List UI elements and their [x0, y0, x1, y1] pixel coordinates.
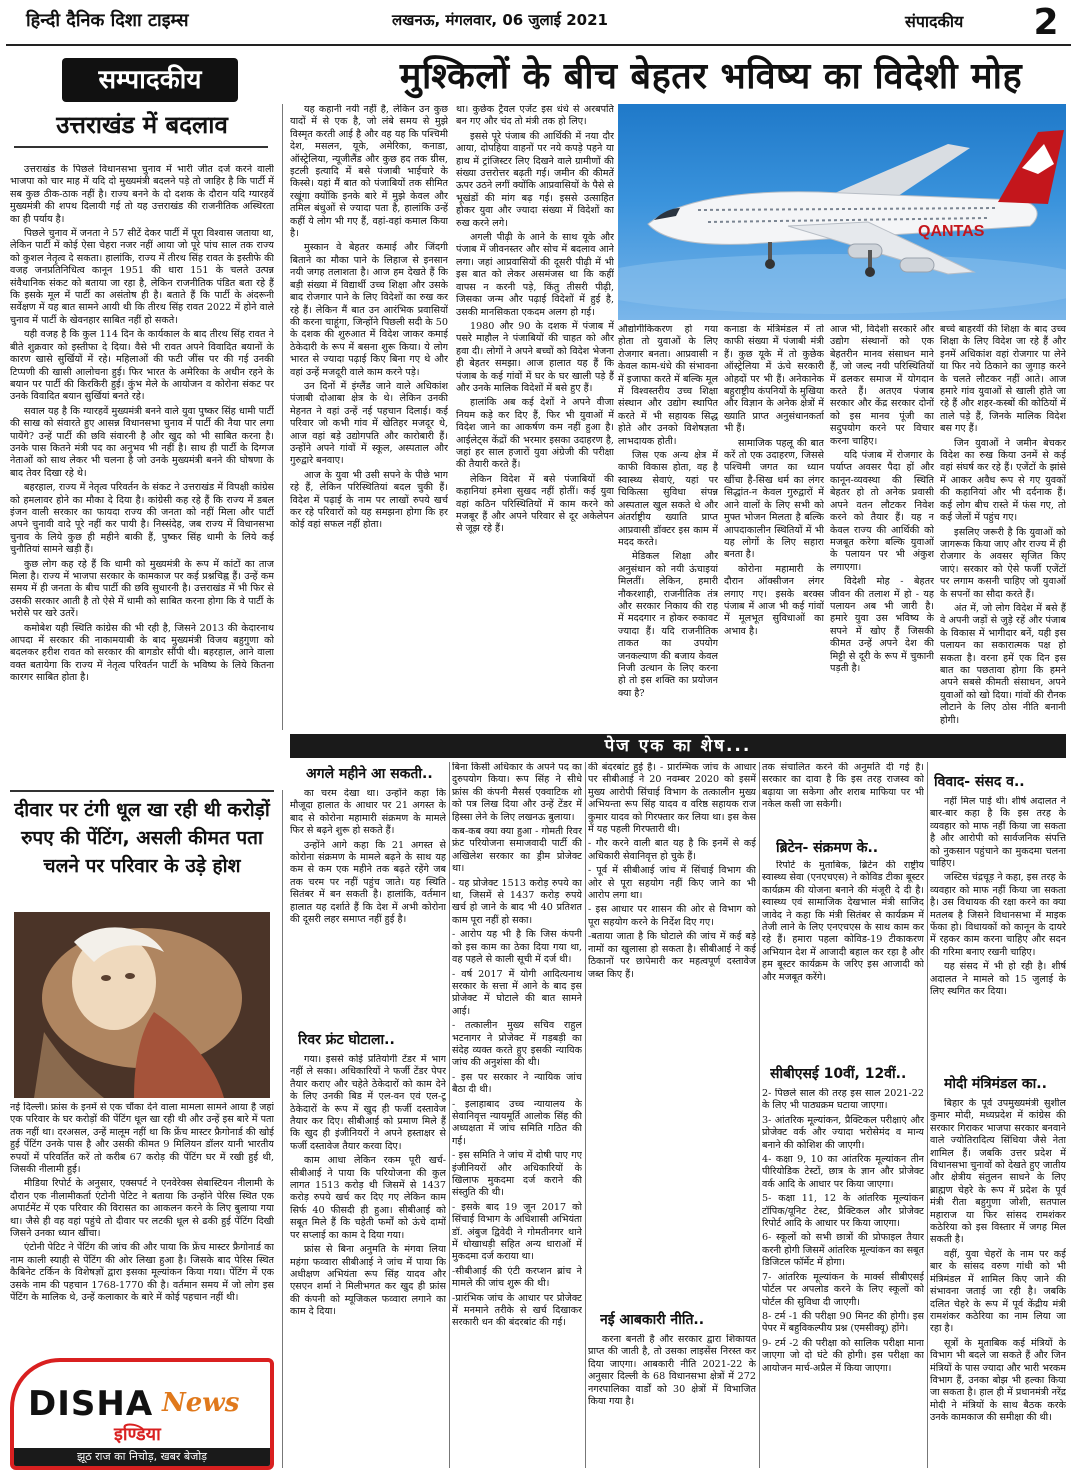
paragraph: गया। इससे कोई प्रतियोगी टेंडर में भाग नहीं ले सका। अधिकारियों ने फर्जी टेंडर पेपर तैयार कराए और चहेते ठेकेदारों को काम देने के लिए उनकी बिड में एल-वन एवं एल-टू ठेकेदारों के रूप में खुद ही फर्जी दस्तावेज तैयार कर दिए। सीबीआई को प्रमाण मिले हैं कि खुद ही इंजीनियरों ने अपने हस्ताक्षर से फर्जी दस्तावेज तैयार करवा दिए।: [290, 1054, 446, 1152]
continuation-column-2: [452, 762, 582, 1468]
paragraph: अगली पीढ़ी के आने के साथ यूके और पंजाब में जीवनस्तर और सोच में बदलाव आने लगा। जहां आप्रवासियों की दूसरी पीढ़ी में भी इस बात को लेकर असमंजस था कि कहीं वापस न करनी पड़े, किंतु तीसरी पीढ़ी, जिसका जन्म और पढ़ाई विदेशों में हुई है, उसकी मानसिकता एकदम अलग हो गई।: [456, 232, 614, 318]
section-heading: मोदी मंत्रिमंडल का..: [944, 1076, 1047, 1092]
main-headline: मुश्किलों के बीच बेहतर भविष्य का विदेशी मोह: [399, 56, 1023, 97]
painting-illustration: [14, 912, 270, 1098]
paragraph: -प्रारंभिक जांच के आधार पर प्रोजेक्ट में मनमाने तरीके से खर्च दिखाकर सरकारी धन की बंदरबांट की गई।: [452, 1292, 582, 1329]
paragraph: 3- आंतरिक मूल्यांकन, प्रैक्टिकल परीक्षाएं और प्रोजेक्ट वर्क और ज्यादा भरोसेमंद व मान्य बनाने की कोशिश की जाएगी।: [762, 1114, 924, 1151]
paragraph: रिपोर्ट के मुताबिक, ब्रिटेन की राष्ट्रीय स्वास्थ्य सेवा (एनएचएस) ने कोविड टीका बूस्टर कार्यक्रम की योजना बनाने की मंजूरी दे दी है। स्वास्थ्य एवं सामाजिक देखभाल मंत्री साजिद जावेद ने कहा कि मंत्री सितंबर से कार्यक्रम में तेजी लाने के लिए एनएचएस के साथ काम कर रहे हैं। हमारा पहला कोविड-19 टीकाकरण अभियान देश में आजादी बहाल कर रहा है और हम बूस्टर कार्यक्रम के जरिए इस आजादी को और मजबूत करेंगे।: [762, 860, 924, 983]
paragraph: मेडिकल शिक्षा और अनुसंधान को नयी ऊंचाइयां मिलतीं। लेकिन, हमारी नौकरशाही, राजनीतिक तंत्र और सरकार निकाय की राह में मददगार न होकर रुकावट ज्यादा हैं। यदि राजनीतिक ताकत का उपयोग जनकल्याण की बजाय केवल निजी उत्थान के लिए करना हो तो इस शक्ति का प्रयोजन क्या है?: [618, 551, 718, 699]
logo-tagline: झूठ राज का निचोड़, खबर बेजोड़: [14, 1448, 270, 1466]
column-divider: [927, 762, 928, 1468]
editorial-badge: सम्पादकीय: [62, 58, 238, 102]
story-rule: [10, 790, 274, 792]
paragraph: - आरोप यह भी है कि जिस कंपनी को इस काम का ठेका दिया गया था, वह पहले से काली सूची में दर्ज थी।: [452, 929, 582, 966]
editorial-column-5: [830, 324, 934, 730]
paragraph: - वर्ष 2017 में योगी आदित्यनाथ सरकार के सत्ता में आने के बाद इस प्रोजेक्ट में घोटाले की बात सामने आई।: [452, 968, 582, 1017]
paragraph: एंटोनी पेटिट ने पेंटिंग की जांच की और पाया कि फ्रेंच मास्टर फ्रैगोनार्ड का नाम काली स्याही से पेंटिंग की ओर लिखा हुआ है। जिसके बाद पेरिस स्थित कैबिनेट टर्किन के विशेषज्ञों द्वारा इसका मूल्यांकन किया गया। पेंटिंग में एक उसके नाम की पहचान 1768-1770 की है। वर्तमान समय में जो लोग इस पेंटिंग के मालिक थे, उन्हें कलाकार के बारे में कोई पहचान नहीं थी।: [10, 1242, 274, 1304]
paragraph: 7- आंतरिक मूल्यांकन के मार्क्स सीबीएसई पोर्टल पर अपलोड करने के लिए स्कूलों को पोर्टल की सुविधा दी जाएगी।: [762, 1271, 924, 1308]
page-number: 2: [1033, 2, 1059, 43]
airplane-illustration: [618, 104, 1066, 320]
paragraph: -बताया जाता है कि घोटाले की जांच में कई बड़े नामों का खुलासा हो सकता है। सीबीआई ने कई ठिकानों पर छापेमारी कर महत्वपूर्ण दस्तावेज जब्त किए हैं।: [588, 931, 756, 980]
column-divider: [282, 790, 283, 1468]
date-line: लखनऊ, मंगलवार, 06 जुलाई 2021: [392, 11, 608, 29]
paragraph: सूत्रों के मुताबिक कई मंत्रियों के विभाग भी बदले जा सकते हैं और जिन मंत्रियों के पास ज्यादा और भारी भरकम विभाग हैं, उनका बोझ भी हल्का किया जा सकता है। हाल ही में प्रधानमंत्री नरेंद्र मोदी ने मंत्रियों के साथ बैठक करके उनके कामकाज की समीक्षा की थी।: [930, 1337, 1066, 1424]
paragraph: हालांकि अब कई देशों ने अपने वीजा नियम कड़े कर दिए हैं, फिर भी युवाओं में विदेश जाने का आकर्षण कम नहीं हुआ है। आईलेट्स केंद्रों की भरमार इसका उदाहरण है, जहां हर साल हजारों युवा अंग्रेजी की परीक्षा की तैयारी करते हैं।: [456, 397, 614, 471]
story-body: [10, 1102, 274, 1356]
paragraph: - इस पर सरकार ने न्यायिक जांच बैठा दी थी।: [452, 1071, 582, 1096]
paragraph: यही वजह है कि कुल 114 दिन के कार्यकाल के बाद तीरथ सिंह रावत ने बीते शुक्रवार को इस्तीफा दे दिया। वैसे भी रावत अपने विवादित बयानों के कारण खासे सुर्खियों में रहे। महिलाओं की फटी जींस पर की गई उनकी टिप्पणी की खासी आलोचना हुई। फिर भारत के अमेरिका के अधीन रहने के बयान पर पार्टी की किरकिरी हुई। कुंभ मेले के आयोजन व कोरोना संकट पर उनके विवादित बयान सुर्खियां बनते रहे।: [10, 329, 274, 403]
paragraph: उन्होंने आगे कहा कि 21 अगस्त से कोरोना संक्रमण के मामले बढ़ने के साथ यह कम से कम एक महीने तक बढ़ते रहेंगे जब तक चरम पर नहीं पहुंच जाते। यह स्थिति सितंबर में बन सकती है। हालांकि, वर्तमान हालात यह दर्शाते हैं कि देश में अभी कोरोना की दूसरी लहर समाप्त नहीं हुई है।: [290, 839, 446, 926]
paragraph: कोरोना महामारी के दौरान ऑक्सीजन लंगर लगाए गए। इसके बरक्स पंजाब में आज भी कई गांवों में मूलभूत सुविधाओं का अभाव है।: [724, 563, 824, 637]
paragraph: 5- कक्षा 11, 12 के आंतरिक मूल्यांकन टॉपिक/यूनिट टेस्ट, प्रैक्टिकल और प्रोजेक्ट रिपोर्ट आदि के आधार पर किया जाएगा।: [762, 1193, 924, 1230]
editorial-column-6: [940, 324, 1066, 730]
paragraph: औद्योगीकिकरण हो गया होता तो युवाओं के लिए रोजगार बनता। आप्रवासी न केवल काम-धंधे की संभावना में इजाफा करते में बल्कि मूल में विश्वस्तरीय उच्च शिक्षा संस्थान और उद्योग स्थापित करते में भी सहायक सिद्ध होते और उनको विशेषज्ञता लाभदायक होती।: [618, 324, 718, 447]
continuation-column-4: [762, 762, 924, 830]
disha-news-logo: [10, 1358, 274, 1470]
paragraph: काम आधा लेकिन रकम पूरी खर्च-सीबीआई ने पाया कि परियोजना की कुल लागत 1513 करोड़ थी जिसमें से 1437 करोड़ रुपये खर्च कर दिए गए लेकिन काम सिर्फ 40 फीसदी ही हुआ। सीबीआई को सबूत मिले हैं कि चहेती फर्मों को ऊंचे दामों पर सप्लाई का काम दे दिया गया।: [290, 1155, 446, 1241]
paragraph: आज भी, विदेशी सरकारें और उद्योग संस्थानों को एक बेहतरीन मानव संसाधन माने हैं, जो जल्द नयी परिस्थितियों में ढलकर समाज में योगदान करते हैं। अतएव पंजाब सरकार और केंद्र सरकार दोनों को इस मानव पूंजी का सदुपयोग करने पर विचार करना चाहिए।: [830, 324, 934, 447]
section-heading: अगले महीने आ सकती..: [306, 766, 433, 782]
continuation-column-1: [290, 788, 446, 1024]
section-heading: सीबीएसई 10वीं, 12वीं..: [770, 1066, 907, 1082]
column-divider: [759, 762, 760, 1468]
paragraph: 4- कक्षा 9, 10 का आंतरिक मूल्यांकन तीन पीरियोडिक टेस्टों, छात्र के ज्ञान और प्रोजेक्ट वर्क आदि के आधार पर किया जाएगा।: [762, 1154, 924, 1190]
paragraph: सामाजिक पहलू की बात करें तो एक उदाहरण, जिससे पश्चिमी जगत का ध्यान खींचा है-सिख धर्म का लंगर सिद्धांत-न केवल गुरुद्वारों में आने वालों के लिए सभी को मुफ्त भोजन मिलता है बल्कि आपदाकालीन स्थितियों में भी यह लोगों के लिए सहारा बनता है।: [724, 437, 824, 561]
paragraph: - इस आधार पर शासन की ओर से विभाग को पूरा सहयोग करने के निर्देश दिए गए।: [588, 904, 756, 928]
column-divider: [282, 104, 283, 730]
continuation-column-3b: [588, 1334, 756, 1468]
paragraph: बच्चे बाहरवीं की शिक्षा के बाद उच्च शिक्षा के लिए विदेश जा रहे हैं और इनमें अधिकांश वहां रोजगार पा लेने या फिर नये ठिकाने का जुगाड़ करने के चलते लौटकर नहीं आते। आज हमारे गांव युवाओं से खाली होते जा रहे हैं और शहर-कस्बों की कोठियों में ताले पड़े हैं, जिनके मालिक विदेश बस गए हैं।: [940, 324, 1066, 435]
paragraph: कब-कब क्या क्या हुआ - गोमती रिवर फ्रंट परियोजना समाजवादी पार्टी की अखिलेश सरकार का ड्रीम प्रोजेक्ट था।: [452, 826, 582, 875]
paragraph: 2- पिछले साल की तरह इस साल 2021-22 के लिए भी पाठ्यक्रम घटाया जाएगा।: [762, 1088, 924, 1112]
paragraph: इसलिए जरूरी है कि युवाओं को जागरूक किया जाए और राज्य में ही रोजगार के अवसर सृजित किए जाएं। सरकार को ऐसे फर्जी एजेंटों पर लगाम कसनी चाहिए जो युवाओं के सपनों का सौदा करते हैं।: [940, 526, 1066, 600]
paragraph: मुस्कान वे बेहतर कमाई और जिंदगी बिताने का मौका पाने के लिहाज से इनसान नयी जगह तलाशता है। आज हम देखते हैं कि बड़ी संख्या में विद्यार्थी उच्च शिक्षा और उसके बाद रोजगार पाने के लिए विदेशों का रुख कर रहे हैं। लेकिन मैं बात उन आरंभिक प्रवासियों की करना चाहूंगा, जिन्होंने पिछली सदी के 50 के दशक की शुरुआत में विदेश जाकर कमाई ठेकेदारी के रूप में बसना शुरू किया। ये लोग भारत से ज्यादा पढ़ाई किए बिना गए थे और वहां उन्हें मजदूरी वाले काम करने पड़े।: [290, 242, 448, 378]
logo-brand-sub: इण्डिया: [114, 1424, 161, 1445]
logo-brand-news: News: [162, 1388, 240, 1418]
paragraph: नहीं मिल पाई थी। शीर्ष अदालत ने बार-बार कहा है कि इस तरह के व्यवहार को माफ नहीं किया जा सकता है और आरोपी को सार्वजनिक संपत्ति को नुकसान पहुंचाने का मुकदमा चलना चाहिए।: [930, 796, 1066, 870]
continuation-column-3: [588, 762, 756, 1302]
paragraph: बिहार के पूर्व उपमुख्यमंत्री सुशील कुमार मोदी, मध्यप्रदेश में कांग्रेस की सरकार गिराकर भाजपा सरकार बनवाने वाले ज्योतिरादित्य सिंधिया जैसे नेता शामिल हैं। जबकि उत्तर प्रदेश में विधानसभा चुनावों को देखते हुए जातीय और क्षेत्रीय संतुलन साधने के लिए ब्राह्मण चेहरे के रूप में प्रदेश के पूर्व मंत्री रीता बहुगुणा जोशी, सतपाल महाराज या फिर सांसद रामशंकर कठेरिया को इस विस्तार में जगह मिल सकती है।: [930, 1098, 1066, 1246]
paragraph: जिस एक अन्य क्षेत्र में काफी विकास होता, वह है स्वास्थ्य सेवाएं, यहां पर चिकित्सा सुविधा संपन्न अस्पताल खुल सकते थे और अंतर्राष्ट्रीय ख्याति प्राप्त आप्रवासी डॉक्टर इस काम में मदद करते।: [618, 450, 718, 548]
section-heading: ब्रिटेन- संक्रमण के..: [776, 840, 879, 856]
paragraph: अंत में, जो लोग विदेश में बसे हैं वे अपनी जड़ों से जुड़े रहें और पंजाब के विकास में भागीदार बनें, यही इस पलायन का सकारात्मक पक्ष हो सकता है। वरना हमें एक दिन इस बात का पछतावा होगा कि हमने अपने सबसे कीमती संसाधन, अपने युवाओं को खो दिया। गांवों की रौनक लौटाने के लिए ठोस नीति बनानी होगी।: [940, 602, 1066, 726]
continuation-column-4c: [762, 1088, 924, 1468]
painting-photo: [14, 912, 270, 1098]
logo-brand: DISHA: [28, 1384, 154, 1424]
paragraph: - इस समिति ने जांच में दोषी पाए गए इंजीनियरों और अधिकारियों के खिलाफ मुकदमा दर्ज कराने की संस्तुति की थी।: [452, 1150, 582, 1199]
paragraph: - इसके बाद 19 जून 2017 को सिंचाई विभाग के अधिशासी अभियंता डॉ. अंबुज द्विवेदी ने गोमतीनगर थाने में धोखाधड़ी सहित अन्य धाराओं में मुकदमा दर्ज कराया था।: [452, 1201, 582, 1263]
paragraph: नई दिल्ली। फ्रांस के इनमें से एक चौंका देने वाला मामला सामने आया है जहां एक परिवार के घर करोड़ों की पेंटिंग धूल खा रही थी और उन्हें इस बारे में पता तक नहीं था। दरअसल, उन्हें मालूम नहीं था कि फ्रेंच मास्टर फ्रैगोनार्ड की खोई हुई पेंटिंग उनके पास है और उसकी कीमत 9 मिलियन डॉलर यानी भारतीय रुपयों में परिवर्तित करें तो करीब 67 करोड़ की पेंटिंग घर में रखी हुई थी, जिसकी नीलामी हुई।: [10, 1102, 274, 1176]
paragraph: बहरहाल, राज्य में नेतृत्व परिवर्तन के संकट ने उत्तराखंड में विपक्षी कांग्रेस को हमलावर होने का मौका दे दिया है। कांग्रेसी कह रहे हैं कि राज्य में डबल इंजन वाली सरकार का फायदा राज्य की जनता को नहीं मिला और पार्टी अपने चुनावी वादे पूरे नहीं कर पायी है। निस्संदेह, जब राज्य में विधानसभा चुनाव के लिये कुछ ही महीने बाकी हैं, पुष्कर सिंह धामी के लिये कई चुनौतियां सामने खड़ी हैं।: [10, 482, 274, 556]
paragraph: 9- टर्म -2 की परीक्षा को सालिक परीक्षा माना जाएगा जो दो घंटे की होगी। इस परीक्षा का आयोजन मार्च-अप्रैल में किया जाएगा।: [762, 1337, 924, 1374]
paragraph: तक संचालित करने की अनुमति दी गई है। सरकार का दावा है कि इस तरह राजस्व को बढ़ाया जा सकेगा और शराब माफिया पर भी नकेल कसी जा सकेगी।: [762, 762, 924, 811]
paragraph: कुछ लोग कह रहे हैं कि धामी को मुख्यमंत्री के रूप में कांटों का ताज मिला है। राज्य में भाजपा सरकार के कामकाज पर कई प्रश्नचिह्न हैं। उन्हें कम समय में ही जनता के बीच पार्टी की छवि सुधारनी है। उत्तराखंड में भी फिर से उसकी सरकार आती है तो ऐसे में धामी को साबित करना होगा कि वे पार्टी के भरोसे पर खरे उतरें।: [10, 558, 274, 620]
airplane-photo: [618, 104, 1066, 320]
paragraph: विदेशी मोह - बेहतर जीवन की तलाश में हो - यह पलायन अब भी जारी है। हमारे युवा उस भविष्य के सपने में खोए हैं जिसकी कीमत उन्हें अपने देश की मिट्टी से दूरी के रूप में चुकानी पड़ती है।: [830, 576, 934, 674]
section-heading: रिवर फ्रंट घोटाला..: [298, 1032, 395, 1048]
uttarakhand-heading: उत्तराखंड में बदलाव: [56, 111, 228, 139]
column-divider: [585, 762, 586, 1468]
column-divider: [449, 762, 450, 1468]
header-rule: [6, 44, 1071, 46]
paragraph: उत्तराखंड के पिछले विधानसभा चुनाव में भारी जीत दर्ज करने वाली भाजपा को चार माह में यदि दो मुख्यमंत्री बदलने पड़े तो जाहिर है कि पार्टी में सब कुछ ठीक-ठाक नहीं है। राज्य बनने के दो दशक के दौरान यदि ग्यारहवें मुख्यमंत्री की शपथ दिलायी गई तो यह उत्तराखंड की राजनीतिक अस्थिरता का ही पर्याय है।: [10, 164, 274, 225]
section-heading: नई आबकारी नीति..: [600, 1312, 705, 1328]
paragraph: यह संसद में भी हो रही है। शीर्ष अदालत ने मामले को 15 जुलाई के लिए स्थगित कर दिया।: [930, 961, 1066, 998]
paragraph: कनाडा के मंत्रिमंडल में तो काफी संख्या में पंजाबी मंत्री हैं। कुछ यूके में तो कुछेक ऑस्ट्रेलिया में ऊंचे सरकारी ओहदों पर भी हैं। अनेकानेक बहुराष्ट्रीय कंपनियों के मुखिया और विज्ञान के अनेक क्षेत्रों में ख्याति प्राप्त अनुसंधानकर्ता भी हैं।: [724, 324, 824, 435]
paragraph: यह कहानी नयी नहीं है, लेकिन उन कुछ यादों में से एक है, जो लंबे समय से मुझे विस्मृत करती आई है और वह यह कि पश्चिमी देश, मसलन, यूके, अमेरिका, कनाडा, ऑस्ट्रेलिया, न्यूजीलैंड और कुछ हद तक ग्रीस, इटली इत्यादि में बसे पंजाबी भाईचारे के किस्से। यहां मैं बात को पंजाबियों तक सीमित रखूंगा क्योंकि इनके बारे में मुझे केवल और तमिल बंधुओं से ज्यादा पता है, हालांकि उन्हें कहीं ये लोग भी गए हैं, वहां-वहां कमाल किया है।: [290, 104, 448, 240]
paragraph: था। कुछेक ट्रैवल एजेंट इस धंधे से अरबपति बन गए और चंद तो मंत्री तक हो लिए।: [456, 104, 614, 128]
paragraph: 8- टर्म -1 की परीक्षा 90 मिनट की होगी। इस पेपर में बहुविकल्पीय प्रश्न (एमसीक्यू) होंगे।: [762, 1310, 924, 1335]
paragraph: सवाल यह है कि ग्यारहवें मुख्यमंत्री बनने वाले युवा पुष्कर सिंह धामी पार्टी की साख को संवारते हुए आसन्न विधानसभा चुनाव में पार्टी की नैया पार लगा पायेंगे? उन्हें पार्टी की छवि संवारनी है और खुद को भी साबित करना है। उनके पास कितने मंत्री पद का अनुभव भी नहीं है। साथ ही पार्टी के दिग्गज नेताओं को साथ लेकर भी चलना है जो उनके मुख्यमंत्री बनने की घोषणा के बाद तेवर दिखा रहे थे।: [10, 405, 274, 479]
paragraph: - गौर करने वाली बात यह है कि इनमें से कई अधिकारी सेवानिवृत्त हो चुके हैं।: [588, 838, 756, 862]
paragraph: का चरम देखा था। उन्होंने कहा कि मौजूदा हालात के आधार पर 21 अगस्त के बाद से कोरोना महामारी संक्रमण के मामले फिर से बढ़ने शुरू हो सकते हैं।: [290, 788, 446, 837]
paragraph: - यह प्रोजेक्ट 1513 करोड़ रुपये का था, जिसमें से 1437 करोड़ रुपये खर्च हो जाने के बाद भी 40 प्रतिशत काम पूरा नहीं हो सका।: [452, 877, 582, 926]
paragraph: आज के युवा भी उसी सपने के पीछे भाग रहे हैं, लेकिन परिस्थितियां बदल चुकी हैं। विदेश में पढ़ाई के नाम पर लाखों रुपये खर्च कर रहे परिवारों को यह समझना होगा कि हर कोई वहां सफल नहीं होता।: [290, 469, 448, 531]
continuation-column-1b: [290, 1054, 446, 1468]
paragraph: यदि पंजाब में रोजगार के पर्याप्त अवसर पैदा हों और कानून-व्यवस्था की स्थिति बेहतर हो तो अनेक प्रवासी अपने वतन लौटकर निवेश करने को तैयार हैं। यह न केवल राज्य की आर्थिकी को मजबूत करेगा बल्कि युवाओं के पलायन पर भी अंकुश लगाएगा।: [830, 450, 934, 573]
paragraph: - पूर्व में सीबीआई जांच में सिंचाई विभाग की ओर से पूरा सहयोग नहीं किए जाने का भी आरोप लगा था।: [588, 865, 756, 902]
paragraph: - तत्कालीन मुख्य सचिव राहुल भटनागर ने प्रोजेक्ट में गड़बड़ी का संदेह व्यक्त करते हुए इसकी न्यायिक जांच की अनुशंसा की थी।: [452, 1020, 582, 1069]
masthead-header: [0, 0, 1077, 48]
paragraph: फ्रांस से बिना अनुमति के मंगवा लिया महंगा फव्वारा सीबीआई ने जांच में पाया कि अधीक्षण अभियंता रूप सिंह यादव और एसएन शर्मा ने मिलीभगत कर खुद ही फ्रांस की कंपनी को म्यूजिकल फव्वारा लगाने का काम दे दिया।: [290, 1244, 446, 1318]
paragraph: बिना किसी अधिकार के अपने पद का दुरुपयोग किया। रूप सिंह ने सीधे फ्रांस की कंपनी मैसर्स एक्वाटिक शो को पत्र लिख दिया और उन्हें टेंडर में हिस्सा लेने के लिए लखनऊ बुलाया।: [452, 762, 582, 823]
paragraph: की बंदरबांट हुई है। - प्रारम्भिक जांच के आधार पर सीबीआई ने 20 नवम्बर 2020 को इसमें मुख्य आरोपी सिंचाई विभाग के तत्कालीन मुख्य अभियन्ता रूप सिंह यादव व वरिष्ठ सहायक राज कुमार यादव को गिरफ्तार कर लिया था। इस केस में यह पहली गिरफ्तारी थी।: [588, 762, 756, 836]
paragraph: इससे पूरे पंजाब की आर्थिकी में नया दौर आया, दोपहिया वाहनों पर नये कपड़े पहने या हाथ में ट्रांजिस्टर लिए दिखने वाले ग्रामीणों की संख्या उत्तरोत्तर बढ़ती गई। जमीन की कीमतें ऊपर उठने लगीं क्योंकि आप्रवासियों के पैसे से भूखंडों की मांग बढ़ गई। इससे उत्साहित होकर युवा और ज्यादा संख्या में विदेशों का रुख करने लगे।: [456, 130, 614, 229]
paragraph: - इलाहाबाद उच्च न्यायालय के सेवानिवृत्त न्यायमूर्ति आलोक सिंह की अध्यक्षता में जांच समिति गठित की गई।: [452, 1098, 582, 1147]
paragraph: लेकिन विदेश में बसे पंजाबियों की कहानियां हमेशा सुखद नहीं होतीं। कई युवा वहां कठिन परिस्थितियों में काम करने को मजबूर हैं और अपने परिवार से दूर अकेलेपन से जूझ रहे हैं।: [456, 473, 614, 535]
airline-logo: QANTAS: [918, 223, 985, 240]
editorial-column-1: [10, 164, 274, 784]
heading-rule: [14, 146, 268, 148]
paragraph: करना बनती है और सरकार द्वारा शिकायत प्राप्त की जाती है, तो उसका लाइसेंस निरस्त कर दिया जाएगा। आबकारी नीति 2021-22 के अनुसार दिल्ली के 68 विधानसभा क्षेत्रों में 272 नगरपालिका वार्डों को 30 क्षेत्रों में विभाजित किया गया है।: [588, 1334, 756, 1408]
paragraph: -सीबीआई की एंटी करप्शन ब्रांच ने मामले की जांच शुरू की थी।: [452, 1265, 582, 1290]
section-heading: विवाद- संसद व..: [934, 774, 1025, 790]
paragraph: उन दिनों में इंग्लैंड जाने वाले अधिकांश पंजाबी दोआबा क्षेत्र के थे। लेकिन उनकी मेहनत ने वहां उन्हें नई पहचान दिलाई। कई परिवार जो कभी गांव में खेतिहर मजदूर थे, आज वहां बड़े उद्योगपति और कारोबारी हैं। उन्होंने अपने गांवों में स्कूल, अस्पताल और गुरुद्वारे बनवाए।: [290, 380, 448, 467]
paragraph: जस्टिस चंद्रचूड़ ने कहा, इस तरह के व्यवहार को माफ नहीं किया जा सकता है। उस विधायक की रक्षा करने का क्या मतलब है जिसने विधानसभा में माइक फेंका हो। विधायकों को कानून के दायरे में रहकर काम करना चाहिए और सदन की गरिमा बनाए रखनी चाहिए।: [930, 872, 1066, 958]
paragraph: मीडिया रिपोर्ट के अनुसार, एक्सपर्ट ने एनवेरेक्स सेबास्टियन नीलामी के दौरान एक नीलामीकर्ता एंटोनी पेटिट ने बताया कि उन्होंने पेरिस स्थित एक अपार्टमेंट में एक परिवार की विरासत का आकलन करने के लिए बुलाया गया था। जैसे ही वह वहां पहुंचे तो दीवार पर लटकी धूल से ढकी हुई पेंटिंग दिखी जिसने उनका ध्यान खींचा।: [10, 1178, 274, 1240]
editorial-column-4b: [724, 324, 824, 730]
section-label: संपादकीय: [905, 12, 964, 31]
paragraph: 6- स्कूलों को सभी छात्रों की प्रोफाइल तैयार करनी होगी जिसमें आंतरिक मूल्यांकन का सबूत डिजिटल फॉर्मेट में होगा।: [762, 1232, 924, 1269]
editorial-column-2: [290, 104, 448, 744]
story-headline: दीवार पर टंगी धूल खा रही थी करोड़ों रुपए की पेंटिंग, असली कीमत पता चलने पर परिवार के उड़े होश: [14, 799, 270, 877]
continuation-column-5: [930, 796, 1066, 1068]
paragraph: वहीं, युवा चेहरों के नाम पर कई बार के सांसद वरुण गांधी को भी मंत्रिमंडल में शामिल किए जाने की संभावना जताई जा रही है। जबकि दलित चेहरे के रूप में पूर्व केंद्रीय मंत्री रामशंकर कठेरिया का नाम लिया जा रहा है।: [930, 1248, 1066, 1335]
continuation-column-5b: [930, 1098, 1066, 1468]
paragraph: जिन युवाओं ने जमीन बेचकर विदेश का रुख किया उनमें से कई वहां संघर्ष कर रहे हैं। एजेंटों के झांसे में आकर अवैध रूप से गए युवकों की कहानियां और भी दर्दनाक हैं। कई लोग बीच रास्ते में फंस गए, तो कई जेलों में पहुंच गए।: [940, 437, 1066, 524]
editorial-column-4a: [618, 324, 718, 730]
paragraph: 1980 और 90 के दशक में पंजाब में पसरे माहौल ने पंजाबियों की चाहत को और हवा दी। लोगों ने अपने बच्चों को विदेश भेजना ही बेहतर समझा। आज हालात यह हैं कि पंजाब के कई गांवों में घर के घर खाली पड़े हैं और उनके मालिक विदेशों में बसे हुए हैं।: [456, 320, 614, 394]
editorial-column-3: [456, 104, 614, 744]
paragraph: पिछले चुनाव में जनता ने 57 सीटें देकर पार्टी में पूरा विश्वास जताया था, लेकिन पार्टी में कोई ऐसा चेहरा नजर नहीं आया जो पूरे पांच साल तक राज्य को कुशल नेतृत्व दे सकता। हालांकि, राज्य में तीरथ सिंह रावत के इस्तीफे की वजह जनप्रतिनिधित्व कानून 1951 की धारा 151 के चलते उत्पन्न संवैधानिक संकट को बताया जा रहा है, लेकिन राजनीतिक पंडित बता रहे हैं कि इसके मूल में पार्टी का असंतोष ही है। बताते हैं कि पार्टी के अंदरूनी सर्वेक्षण में यह बात सामने आयी थी कि तीरथ सिंह रावत 2022 में होने वाले चुनाव में पार्टी के खेवनहार साबित नहीं हो सकते।: [10, 228, 274, 326]
paragraph: कमोबेश यही स्थिति कांग्रेस की भी रही है, जिसने 2013 की केदारनाथ आपदा में सरकार की नाकामयाबी के बाद मुख्यमंत्री विजय बहुगुणा को बदलकर हरीश रावत को सरकार की बागडोर सौंपी थी। बहरहाल, आने वाला वक्त बतायेगा कि राज्य में नेतृत्व परिवर्तन पार्टी के भविष्य के लिये कितना कारगर साबित होता है।: [10, 622, 274, 684]
continuation-column-4b: [762, 860, 924, 1058]
continuation-banner: पेज एक का शेष...: [290, 734, 1066, 758]
paper-name: हिन्दी दैनिक दिशा टाइम्स: [26, 10, 189, 31]
